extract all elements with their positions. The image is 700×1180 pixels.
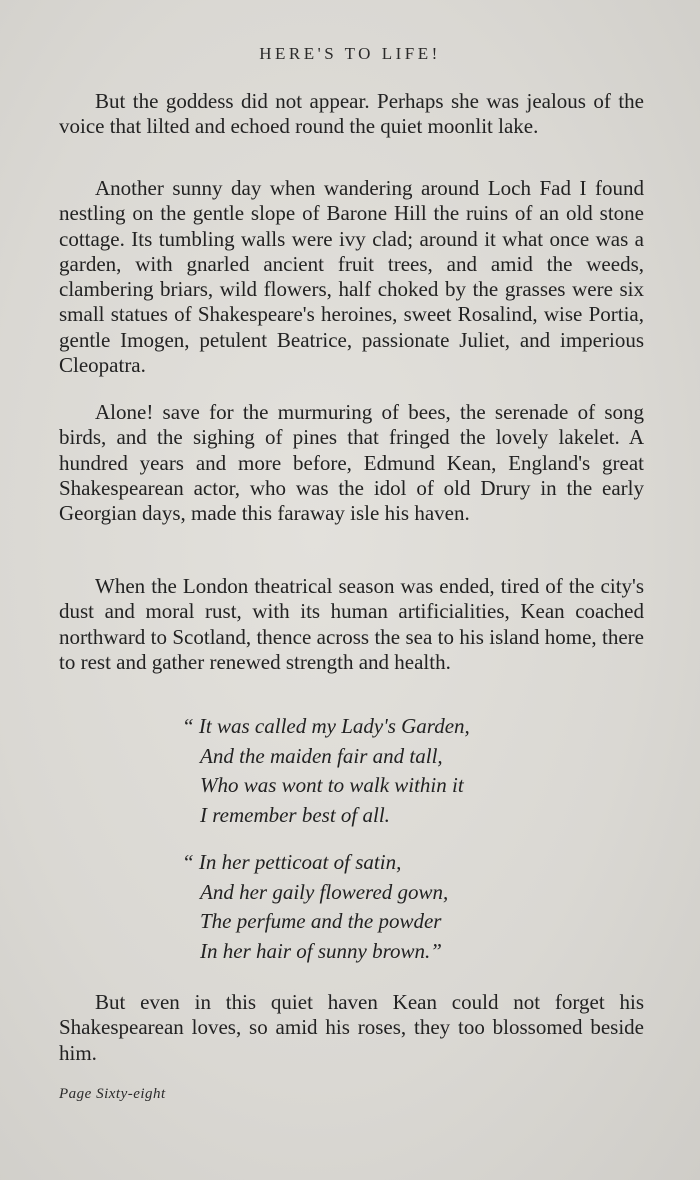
poem-line: “ It was called my Lady's Garden, <box>182 714 470 738</box>
page-number: Page Sixty-eight <box>59 1086 166 1102</box>
paragraph-loch-fad: Another sunny day when wandering around Loch Fad I found nestling on the gentle slope of Barone Hill the ruins of an old stone cottage. Its tumbling walls were ivy clad; around it what once was a garden, with gnarled ancient fruit trees, and amid the weeds, clambering briars, wild flowers, half choked by the grasses were six small statues of Shakespeare's heroines, sweet Rosalind, wise Portia, gentle Imogen, petulent Beatrice, passionate Juliet, and imperious Cleopatra. <box>59 176 644 378</box>
poem-line: In her hair of sunny brown.” <box>200 938 442 963</box>
poem-line: The perfume and the powder <box>200 909 442 933</box>
poem-line: “ In her petticoat of satin, <box>182 850 402 874</box>
paragraph-quiet-haven: But even in this quiet haven Kean could not forget his Shakespearean loves, so amid his roses, they too blossomed beside him. <box>59 990 644 1065</box>
poem-line: I remember best of all. <box>200 802 390 827</box>
running-title: HERE'S TO LIFE! <box>259 44 441 63</box>
poem-stanza-1 <box>182 712 620 830</box>
paragraph-london-season: When the London theatrical season was ended, tired of the city's dust and moral rust, with its human artificialities, Kean coached northward to Scotland, thence across the sea to his island home, there to rest and gather renewed strength and health. <box>59 574 644 674</box>
poem-line: And the maiden fair and tall, <box>200 743 443 768</box>
poem-line: And her gaily flowered gown, <box>200 879 449 904</box>
poem-stanza-2 <box>182 848 620 966</box>
paragraph-alone: Alone! save for the murmuring of bees, the serenade of song birds, and the sighing of pines that fringed the lovely lakelet. A hundred years and more before, Edmund Kean, England's great Shakespearean actor, who was the idol of old Drury in the early Georgian days, made this faraway isle his haven. <box>59 400 644 526</box>
paragraph-goddess: But the goddess did not appear. Perhaps she was jealous of the voice that lilted and echoed round the quiet moonlit lake. <box>59 89 644 139</box>
poem-line: Who was wont to walk within it <box>200 773 464 797</box>
